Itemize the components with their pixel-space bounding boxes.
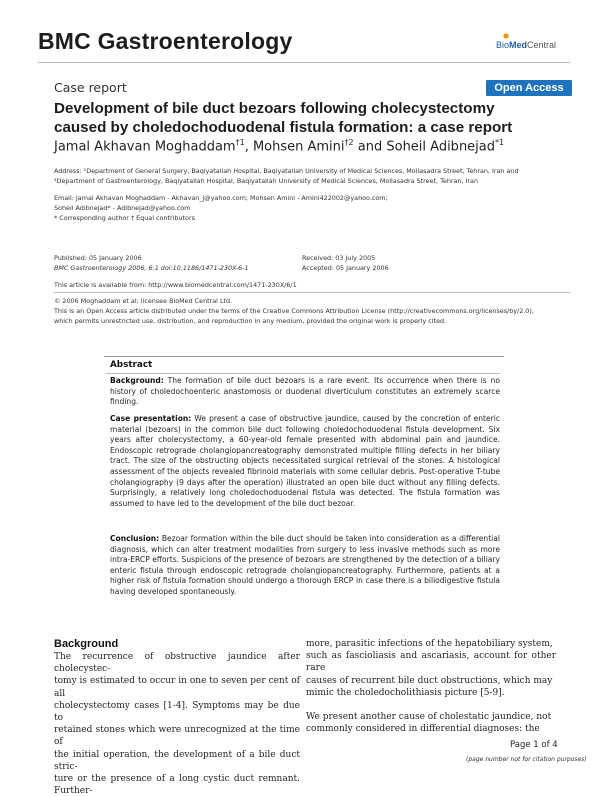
author-name: Mohsen Amini [252, 139, 345, 155]
page-number: Page 1 of 4 [510, 740, 558, 750]
body-right-column: more, parasitic infections of the hepatobiliary system, such as fascioliasis and ascariasis, account for other rare causes of recurrent bile duct obstructions, which may mimic the choledocholithiasis picture [5-9]. We present another cause of cholestatic jaundice, not commonly considered in differential diagnoses: the [306, 639, 556, 735]
author-name: Jamal Akhavan Moghaddam [54, 139, 236, 155]
header-rule [38, 62, 570, 63]
body-left-column: The recurrence of obstructive jaundice after cholecystec- tomy is estimated to occur in one to seven per cent of all cholecystectomy cases [1-4]. Symptoms may be due to retained stones which were unrecognized at the time of the initial operation, the development of a bile duct stric- ture or the presence of a long cystic duct remnant. Further- [54, 652, 300, 797]
author-name: Soheil Adibnejad [386, 139, 496, 155]
received-accepted: Received: 03 July 2005 Accepted: 05 January 2006 [302, 254, 389, 272]
divider [54, 292, 570, 293]
journal-title: BMC Gastroenterology [38, 28, 293, 54]
author-list: Jamal Akhavan Moghaddam$^{\dagger 1}$, Mohsen Amini$^{\dagger 2}$ and Soheil Adibnejad$^{*1}$ [54, 138, 505, 155]
abstract-case-presentation: Case presentation: We present a case of obstructive jaundice, caused by the concretion of enteric material (bezoars) in the common bile duct following choledochoduodenal fistula development. Six years after cholecystectomy, a 60-year-old female presented with abdominal pain and jaundice. Endoscopic retrograde cholangiopancreatography demonstrated multiple filling defects in her biliary tract. The size of the obstructing objects necessitated surgical retrieval of the stones. A histological assessment of the objects revealed fibrinoid materials with some cellular debris. Post-operative T-tube cholangiography (9 days after the operation) illustrated an open bile duct without any filling defects. Surprisingly, a relatively long choledochoduodenal fistula was detected. The fistula formation was assumed to have led to the development of the bile duct bezoar. [110, 414, 500, 508]
article-title: Development of bile duct bezoars following cholecystectomy caused by choledochoduodenal fistula formation: a case report [54, 100, 513, 136]
copyright-block: © 2006 Moghaddam et al; licensee BioMed Central Ltd. This is an Open Access article distributed under the terms of the Creative Commons Attribution License (http://creativecommons.org/licenses/by/2.0), which permits unrestricted use, distribution, and reproduction in any medium, provided the original work is properly cited. [54, 297, 534, 325]
logo-mark-icon [503, 33, 509, 39]
section-heading-background: Background [54, 638, 119, 650]
abstract-heading: Abstract [110, 360, 153, 370]
open-access-badge[interactable]: Open Access [486, 80, 572, 96]
page-note: (page number not for citation purposes) [466, 756, 587, 763]
abstract-conclusion: Conclusion: Bezoar formation within the bile duct should be taken into consideration as a differential diagnosis, which can alter treatment modalities from surgery to less invasive methods such as more intra-ERCP efforts. Suspicions of the presence of bezoars are strengthened by the detection of a biliary enteric fistula through endoscopic retrograde cholangiopancreatography. Furthermore, patients at a higher risk of fistula formation should undergo a thorough ERCP in case there is a biliodigestive fistula having developed spontaneously. [110, 534, 500, 596]
article-type: Case report [54, 80, 127, 95]
address-block: Address: ¹Department of General Surgery, Baqiyatallah Hospital, Baqiyatallah University of Medical Sciences, Mollasadra Street, Tehran, Iran and ²Department of Gastroenterology, Baqiyatallah Hospital, Baqiyatallah University of Medical Sciences, Mollasadra Street, Tehran, Iran [54, 167, 519, 185]
publication-info: Published: 05 January 2006 BMC Gastroenterology 2006, 6:1 doi:10.1186/1471-230X-6-1 [54, 254, 249, 272]
publisher-logo: BioMedCentral [496, 40, 556, 50]
email-block: Email: Jamal Akhavan Moghaddam - Akhavan_j@yahoo.com; Mohsen Amini - Amini422002@yahoo.com; Soheil Adibnejad* - Adibnejad@yahoo.com * Corresponding author † Equal contributors [54, 194, 388, 222]
abstract-rule [106, 373, 500, 374]
article-url[interactable]: This article is available from: http://www.biomedcentral.com/1471-230X/6/1 [54, 281, 297, 289]
abstract-background: Background: The formation of bile duct bezoars is a rare event. Its occurrence when there is no history of choledochoenteric anastomosis or duodenal diverticulum constitutes an extremely scarce finding. [110, 376, 500, 407]
